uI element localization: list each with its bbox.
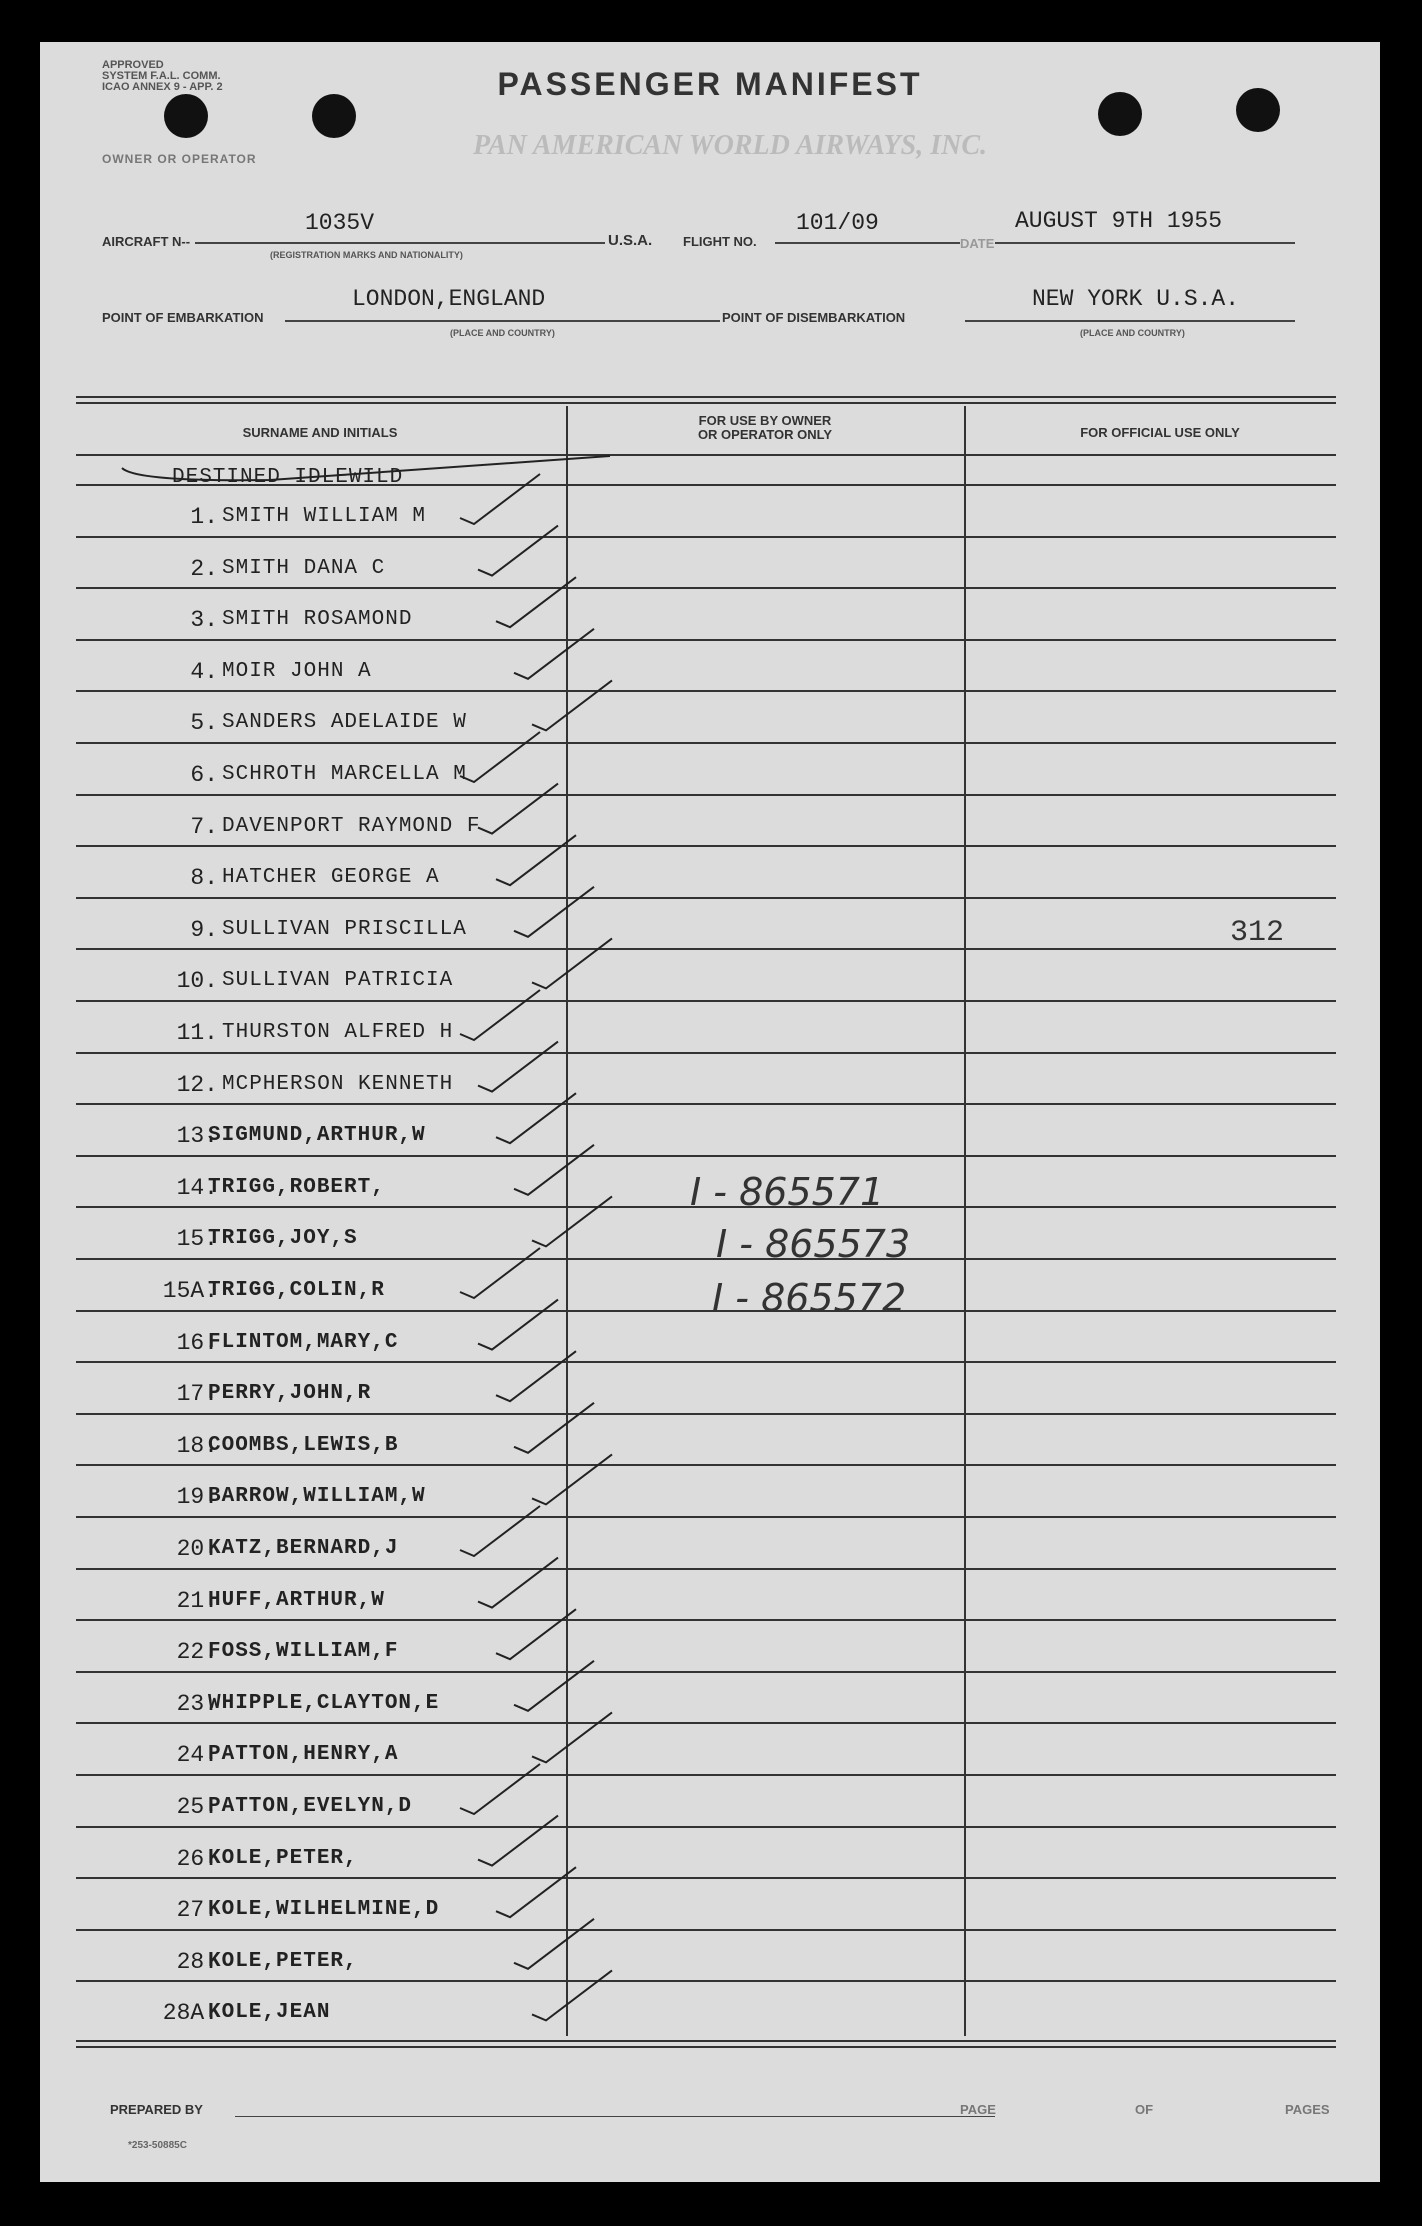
date-value: AUGUST 9TH 1955: [1015, 208, 1223, 234]
passenger-name: KOLE,WILHELMINE,D: [208, 1898, 440, 1922]
passenger-number: 17.: [176, 1381, 218, 1408]
check-mark: [460, 474, 540, 524]
passenger-number: 18.: [176, 1432, 218, 1459]
passenger-number: 13.: [176, 1123, 218, 1150]
country-label: U.S.A.: [608, 232, 653, 249]
check-mark: [496, 1093, 576, 1143]
check-mark: [460, 1764, 540, 1814]
official-number: 312: [1230, 916, 1285, 950]
passenger-name: SMITH ROSAMOND: [222, 608, 413, 632]
passenger-number: 21.: [176, 1587, 218, 1614]
embarkation-label: POINT OF EMBARKATION: [102, 310, 264, 325]
passenger-number: 25.: [176, 1794, 218, 1820]
passenger-number: 28.: [176, 1948, 218, 1975]
page-label: PAGE: [960, 2102, 996, 2117]
passenger-name: HUFF,ARTHUR,W: [208, 1588, 385, 1612]
check-mark: [514, 1403, 594, 1453]
check-mark: [532, 1970, 612, 2020]
owner-use-column-header: FOR USE BY OWNER OR OPERATOR ONLY: [697, 413, 833, 442]
passenger-number: 19.: [176, 1484, 218, 1511]
check-mark: [460, 1248, 540, 1298]
check-mark: [532, 1454, 612, 1504]
disembarkation-label: POINT OF DISEMBARKATION: [722, 310, 906, 325]
check-mark: [514, 629, 594, 679]
passenger-name: SMITH WILLIAM M: [222, 505, 427, 528]
passenger-name: FLINTOM,MARY,C: [208, 1330, 399, 1354]
check-mark: [478, 1042, 558, 1092]
passenger-number: 6.: [190, 762, 218, 788]
check-mark: [532, 680, 612, 730]
destined-note: DESTINED IDLEWILD: [172, 466, 404, 489]
passenger-name: MCPHERSON KENNETH: [222, 1072, 454, 1096]
passenger-number: 8.: [190, 865, 218, 892]
embarkation-place-note: (PLACE AND COUNTRY): [450, 328, 555, 338]
passenger-name: KOLE,PETER,: [208, 1846, 358, 1870]
passenger-name: PATTON,EVELYN,D: [208, 1795, 413, 1818]
check-mark: [478, 1816, 558, 1866]
passenger-number: 3.: [190, 607, 218, 634]
check-mark: [496, 835, 576, 885]
passenger-number: 5.: [190, 710, 218, 737]
check-mark: [532, 938, 612, 988]
passenger-name: SULLIVAN PATRICIA: [222, 969, 454, 993]
approval-note: APPROVED SYSTEM F.A.L. COMM. ICAO ANNEX 9 - APP. 2: [102, 59, 223, 93]
pages-label: PAGES: [1285, 2102, 1330, 2117]
passenger-number: 15.: [176, 1226, 218, 1253]
disembarkation-place-note: (PLACE AND COUNTRY): [1080, 328, 1185, 338]
passenger-number: 28A.: [162, 2000, 218, 2027]
passenger-name: COOMBS,LEWIS,B: [208, 1433, 399, 1457]
registration-note: (REGISTRATION MARKS AND NATIONALITY): [270, 250, 463, 260]
passenger-number: 14.: [176, 1174, 218, 1201]
airline-name: PAN AMERICAN WORLD AIRWAYS, INC.: [472, 130, 987, 161]
passenger-number: 24.: [176, 1742, 218, 1769]
check-mark: [496, 1609, 576, 1659]
flight-no-label: FLIGHT NO.: [683, 234, 757, 249]
check-mark: [514, 1919, 594, 1969]
passenger-number: 9.: [190, 916, 218, 943]
document-number: I - 865572: [712, 1276, 907, 1320]
prepared-by-line: [235, 2116, 995, 2117]
passenger-number: 23.: [176, 1690, 218, 1717]
passenger-number: 15A.: [162, 1278, 218, 1304]
passenger-name: SCHROTH MARCELLA M: [222, 763, 467, 786]
passenger-number: 16.: [176, 1329, 218, 1356]
check-mark: [514, 1661, 594, 1711]
passenger-name: DAVENPORT RAYMOND F: [222, 814, 481, 838]
document-number: I - 865573: [716, 1222, 911, 1266]
check-mark: [460, 990, 540, 1040]
passenger-number: 2.: [190, 555, 218, 582]
prepared-by-label: PREPARED BY: [110, 2102, 203, 2117]
table-bottom-rule: [76, 2046, 1336, 2048]
check-mark: [478, 526, 558, 576]
passenger-number: 27.: [176, 1897, 218, 1924]
table-bottom-rule: [76, 2040, 1336, 2042]
passenger-name: MOIR JOHN A: [222, 659, 372, 683]
passenger-number: 26.: [176, 1845, 218, 1872]
passenger-name: KOLE,JEAN: [208, 2001, 331, 2025]
embarkation-value: LONDON,ENGLAND: [352, 286, 546, 312]
check-mark: [478, 1558, 558, 1608]
passenger-number: 1.: [190, 504, 218, 530]
check-mark: [496, 1867, 576, 1917]
passenger-number: 22.: [176, 1639, 218, 1666]
passenger-name: BARROW,WILLIAM,W: [208, 1485, 426, 1509]
passenger-name: SULLIVAN PRISCILLA: [222, 917, 467, 941]
passenger-name: TRIGG,COLIN,R: [208, 1279, 385, 1302]
check-mark: [514, 887, 594, 937]
official-use-column-header: FOR OFFICIAL USE ONLY: [1080, 425, 1240, 440]
owner-operator-label: OWNER OR OPERATOR: [102, 152, 257, 166]
manifest-sheet: [40, 42, 1380, 2182]
of-label: OF: [1135, 2102, 1154, 2117]
passenger-name: SANDERS ADELAIDE W: [222, 711, 467, 735]
check-mark: [478, 784, 558, 834]
passenger-number: 7.: [190, 813, 218, 840]
passenger-number: 12.: [176, 1071, 218, 1098]
passenger-number: 20.: [176, 1536, 218, 1562]
surname-column-header: SURNAME AND INITIALS: [242, 425, 398, 440]
check-mark: [496, 1351, 576, 1401]
passenger-name: PATTON,HENRY,A: [208, 1743, 399, 1767]
passenger-name: KATZ,BERNARD,J: [208, 1537, 399, 1560]
check-mark: [460, 732, 540, 782]
passenger-number: 4.: [190, 658, 218, 685]
passenger-name: FOSS,WILLIAM,F: [208, 1640, 399, 1664]
passenger-number: 11.: [176, 1020, 218, 1046]
passenger-name: SMITH DANA C: [222, 556, 386, 580]
document-number: I - 865571: [690, 1170, 885, 1214]
passenger-name: PERRY,JOHN,R: [208, 1382, 372, 1406]
passenger-name: SIGMUND,ARTHUR,W: [208, 1124, 426, 1148]
check-mark: [496, 577, 576, 627]
passenger-name: TRIGG,ROBERT,: [208, 1175, 385, 1199]
ink-check-marks: [40, 42, 1380, 2182]
passenger-name: THURSTON ALFRED H: [222, 1021, 454, 1044]
passenger-number: 10.: [176, 968, 218, 995]
check-mark: [514, 1145, 594, 1195]
flight-no-value: 101/09: [796, 210, 879, 236]
passenger-name: HATCHER GEORGE A: [222, 866, 440, 890]
date-label: DATE: [960, 236, 995, 251]
check-mark: [532, 1196, 612, 1246]
passenger-name: TRIGG,JOY,S: [208, 1227, 358, 1251]
form-number: *253-50885C: [128, 2140, 187, 2151]
passenger-name: KOLE,PETER,: [208, 1949, 358, 1973]
check-mark: [478, 1300, 558, 1350]
check-mark: [460, 1506, 540, 1556]
disembarkation-value: NEW YORK U.S.A.: [1032, 286, 1240, 312]
passenger-name: WHIPPLE,CLAYTON,E: [208, 1691, 440, 1715]
check-mark: [532, 1712, 612, 1762]
aircraft-value: 1035V: [305, 210, 375, 236]
page-title: PASSENGER MANIFEST: [497, 66, 923, 102]
aircraft-label: AIRCRAFT N--: [102, 234, 191, 249]
